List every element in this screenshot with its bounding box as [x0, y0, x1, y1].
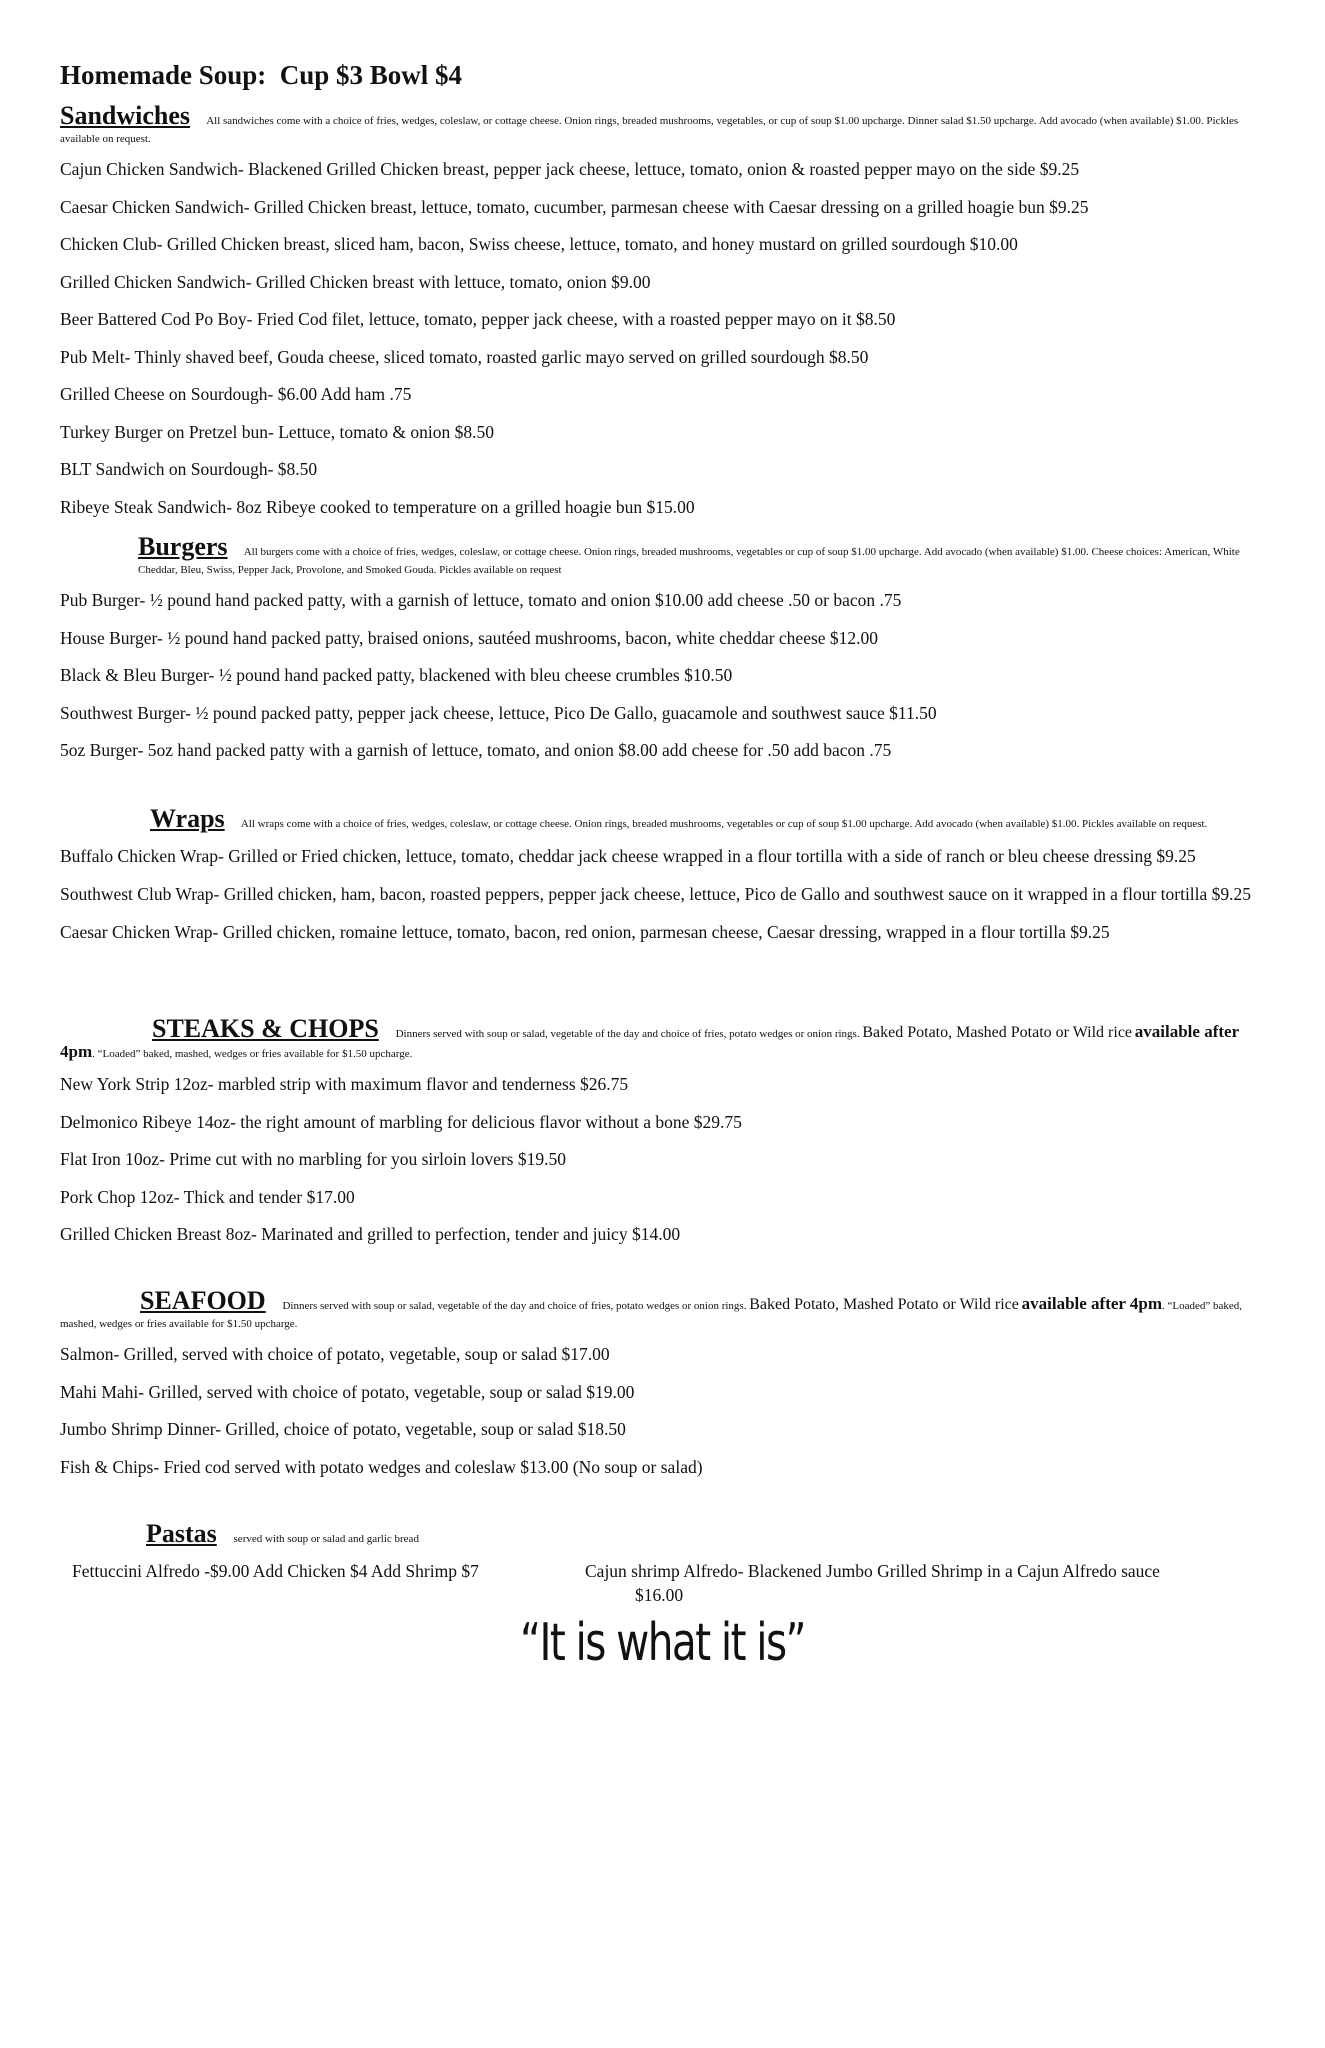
list-item: Buffalo Chicken Wrap- Grilled or Fried chicken, lettuce, tomato, cheddar jack cheese wrapped in a flour tortilla with a side of ranch or bleu cheese dressing $9.25 — [60, 846, 1196, 866]
pasta-item-cajun-shrimp-price: $16.00 — [635, 1584, 684, 1605]
wraps-list — [60, 844, 1265, 944]
list-item: Jumbo Shrimp Dinner- Grilled, choice of potato, vegetable, soup or salad $18.50 — [60, 1419, 626, 1439]
list-item: Ribeye Steak Sandwich- 8oz Ribeye cooked to temperature on a grilled hoagie bun $15.00 — [60, 496, 695, 517]
wraps-note: All wraps come with a choice of fries, wedges, coleslaw, or cottage cheese. Onion rings, breaded mushrooms, vegetables or cup of soup $1.00 upcharge. Add avocado (when available) $1.00. Pickles available on request. — [240, 818, 1208, 830]
seafood-note-small: Dinners served with soup or salad, vegetable of the day and choice of fries, potato wedges or onion rings. — [282, 1300, 747, 1312]
burgers-header — [60, 532, 1265, 578]
list-item: Flat Iron 10oz- Prime cut with no marbling for you sirloin lovers $19.50 — [60, 1149, 566, 1169]
list-item: BLT Sandwich on Sourdough- $8.50 — [60, 459, 318, 479]
pastas-header — [60, 1519, 1265, 1549]
list-item: 5oz Burger- 5oz hand packed patty with a garnish of lettuce, tomato, and onion $8.00 add cheese for .50 add bacon .75 — [60, 740, 892, 760]
list-item: Caesar Chicken Sandwich- Grilled Chicken breast, lettuce, tomato, cucumber, parmesan cheese with Caesar dressing on a grilled hoagie bun $9.25 — [60, 196, 1089, 217]
list-item: Beer Battered Cod Po Boy- Fried Cod filet, lettuce, tomato, pepper jack cheese, with a roasted pepper mayo on it $8.50 — [60, 309, 896, 329]
list-item: Pork Chop 12oz- Thick and tender $17.00 — [60, 1186, 355, 1207]
seafood-note-large: Baked Potato, Mashed Potato or Wild rice — [749, 1296, 1019, 1313]
seafood-note-tail: . “Loaded” baked, mashed, wedges or fries available for $1.50 upcharge. — [60, 1300, 1243, 1330]
list-item: Caesar Chicken Wrap- Grilled chicken, romaine lettuce, tomato, bacon, red onion, parmesan cheese, Caesar dressing, wrapped in a flour tortilla $9.25 — [60, 922, 1110, 942]
wraps-header — [60, 804, 1265, 834]
list-item: House Burger- ½ pound hand packed patty, braised onions, sautéed mushrooms, bacon, white cheddar cheese $12.00 — [60, 627, 879, 648]
soup-prices: Cup $3 Bowl $4 — [279, 60, 463, 90]
sandwiches-list — [60, 157, 1265, 519]
pastas-note: served with soup or salad and garlic bread — [233, 1532, 419, 1545]
steaks-note-small: Dinners served with soup or salad, vegetable of the day and choice of fries, potato wedges or onion rings. — [395, 1028, 860, 1040]
pasta-item-fettuccini: Fettuccini Alfredo -$9.00 Add Chicken $4 Add Shrimp $7 — [72, 1560, 479, 1581]
list-item: Delmonico Ribeye 14oz- the right amount of marbling for delicious flavor without a bone $29.75 — [60, 1111, 742, 1132]
list-item: Cajun Chicken Sandwich- Blackened Grilled Chicken breast, pepper jack cheese, lettuce, tomato, onion & roasted pepper mayo on the side $9.25 — [60, 159, 1080, 179]
burgers-note: All burgers come with a choice of fries, wedges, coleslaw, or cottage cheese. Onion rings, breaded mushrooms, vegetables or cup of soup $1.00 upcharge. Add avocado (when available) $1.00. Cheese choices: American, White Cheddar, Bleu, Swiss, Pepper Jack, Provolone, and Smoked Gouda. Pickles available on request — [138, 546, 1240, 576]
wraps-title: Wraps — [150, 804, 225, 833]
slogan: “It is what it is” — [520, 1612, 805, 1673]
pastas-list — [60, 1559, 1265, 1607]
pastas-title: Pastas — [146, 1518, 217, 1548]
soup-label: Homemade Soup: — [60, 60, 267, 90]
seafood-header — [60, 1286, 1265, 1332]
steaks-header — [60, 1014, 1265, 1062]
soup-heading — [60, 60, 1265, 91]
steaks-note-large: Baked Potato, Mashed Potato or Wild rice — [862, 1024, 1133, 1041]
seafood-title: SEAFOOD — [140, 1286, 266, 1315]
pasta-item-cajun-shrimp-desc: Cajun shrimp Alfredo- Blackened Jumbo Grilled Shrimp in a Cajun Alfredo sauce — [585, 1560, 1160, 1581]
seafood-list — [60, 1342, 1265, 1479]
steaks-title: STEAKS & CHOPS — [152, 1014, 379, 1043]
list-item: Pub Melt- Thinly shaved beef, Gouda cheese, sliced tomato, roasted garlic mayo served on grilled sourdough $8.50 — [60, 346, 869, 367]
seafood-note-bold: available after 4pm — [1021, 1294, 1163, 1313]
list-item: Turkey Burger on Pretzel bun- Lettuce, tomato & onion $8.50 — [60, 421, 495, 442]
list-item: Grilled Chicken Sandwich- Grilled Chicken breast with lettuce, tomato, onion $9.00 — [60, 271, 651, 292]
pasta-item-cajun-shrimp — [585, 1559, 1265, 1607]
list-item: Chicken Club- Grilled Chicken breast, sliced ham, bacon, Swiss cheese, lettuce, tomato, and honey mustard on grilled sourdough $10.00 — [60, 234, 1018, 254]
list-item: Black & Bleu Burger- ½ pound hand packed patty, blackened with bleu cheese crumbles $10.50 — [60, 665, 733, 685]
list-item: Southwest Burger- ½ pound packed patty, pepper jack cheese, lettuce, Pico De Gallo, guacamole and southwest sauce $11.50 — [60, 702, 937, 723]
sandwiches-note: All sandwiches come with a choice of fries, wedges, coleslaw, or cottage cheese. Onion rings, breaded mushrooms, vegetables, or cup of soup $1.00 upcharge. Dinner salad $1.50 upcharge. Add avocado (when available) $1.00. Pickles available on request. — [60, 115, 1239, 145]
list-item: Salmon- Grilled, served with choice of potato, vegetable, soup or salad $17.00 — [60, 1344, 610, 1364]
list-item: Southwest Club Wrap- Grilled chicken, ham, bacon, roasted peppers, pepper jack cheese, lettuce, Pico de Gallo and southwest sauce on it wrapped in a flour tortilla $9.25 — [60, 884, 1252, 904]
list-item: Mahi Mahi- Grilled, served with choice of potato, vegetable, soup or salad $19.00 — [60, 1381, 635, 1402]
list-item: New York Strip 12oz- marbled strip with maximum flavor and tenderness $26.75 — [60, 1074, 629, 1094]
sandwiches-title: Sandwiches — [60, 101, 191, 130]
list-item: Grilled Cheese on Sourdough- $6.00 Add ham .75 — [60, 384, 412, 404]
list-item: Pub Burger- ½ pound hand packed patty, with a garnish of lettuce, tomato and onion $10.00 add cheese .50 or bacon .75 — [60, 590, 902, 610]
steaks-list — [60, 1072, 1265, 1246]
menu-page — [60, 60, 1265, 1673]
sandwiches-header — [60, 101, 1265, 147]
burgers-list — [60, 588, 1265, 762]
list-item: Grilled Chicken Breast 8oz- Marinated and grilled to perfection, tender and juicy $14.00 — [60, 1224, 681, 1244]
steaks-note-tail: . “Loaded” baked, mashed, wedges or fries available for $1.50 upcharge. — [92, 1048, 413, 1060]
steaks-note-bold: available after 4pm — [60, 1022, 1239, 1061]
list-item: Fish & Chips- Fried cod served with potato wedges and coleslaw $13.00 (No soup or salad) — [60, 1456, 703, 1477]
burgers-title: Burgers — [138, 532, 228, 561]
